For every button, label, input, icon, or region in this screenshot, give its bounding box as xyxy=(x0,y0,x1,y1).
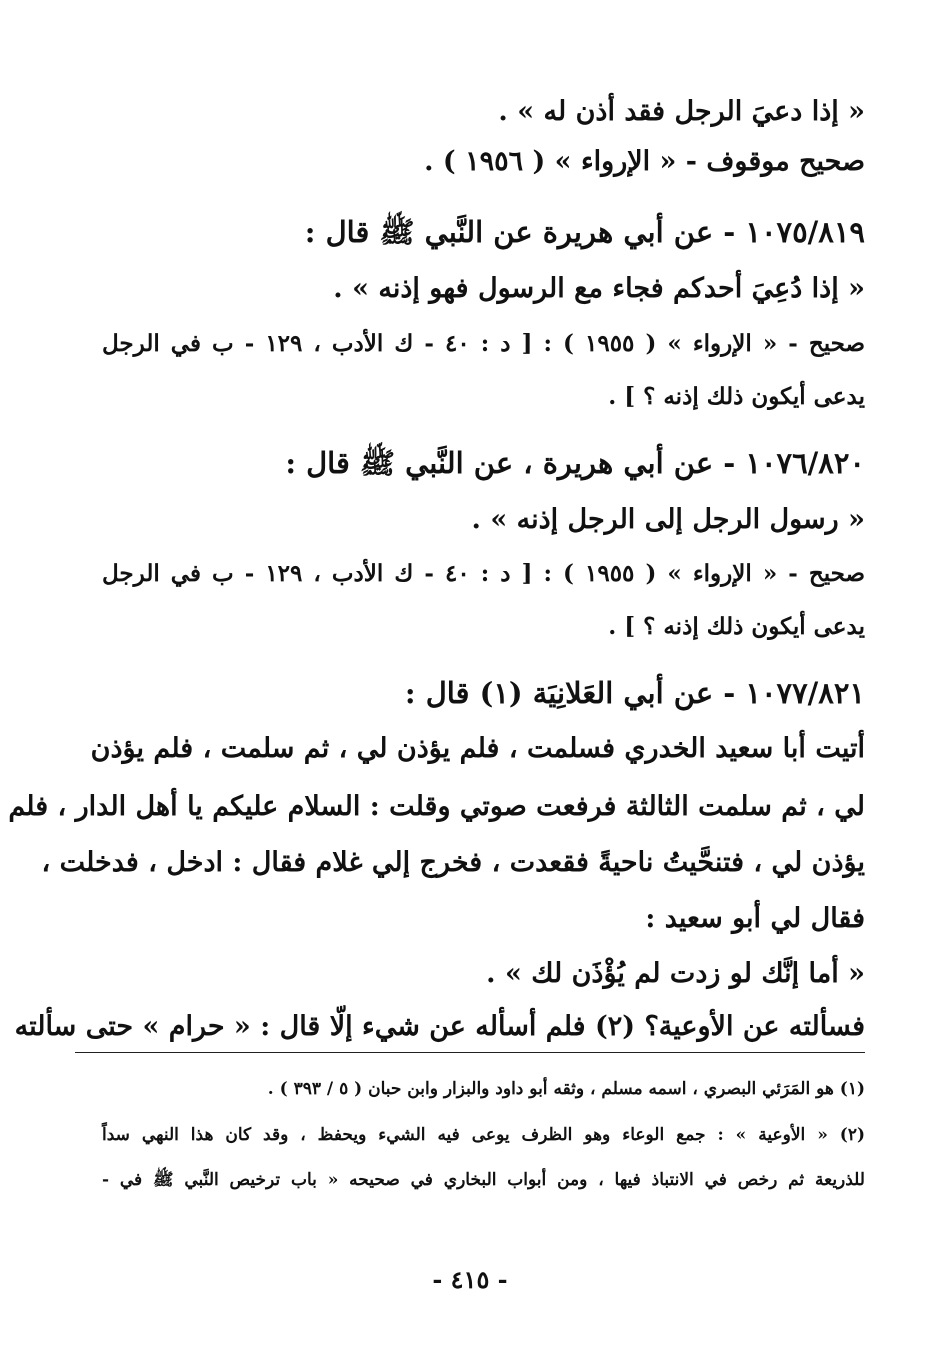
footnote-separator xyxy=(75,1052,865,1053)
hadith-heading-819: ١٠٧٥/٨١٩ - عن أبي هريرة عن النَّبي ﷺ قال : xyxy=(304,215,865,249)
grading-1: صحيح موقوف - « الإرواء » ( ١٩٥٦ ) . xyxy=(424,146,865,177)
hadith-quote-3: « رسول الرجل إلى الرجل إذنه » . xyxy=(471,504,865,535)
footnote-2: (٢) « الأوعية » : جمع الوعاء وهو الظرف يوعى فيه الشيء ويحفظ ، وقد كان هذا النهي سداً xyxy=(102,1125,865,1145)
hadith-quote-1: « إذا دعيَ الرجل فقد أذن له » . xyxy=(498,96,865,127)
narration-line-3: يؤذن لي ، فتنحَّيتُ ناحيةً فقعدت ، فخرج إلي غلام فقال : ادخل ، فدخلت ، xyxy=(41,847,865,878)
narration-line-5: فسألته عن الأوعية؟ (٢) فلم أسأله عن شيء إلّا قال : « حرام » حتى سألته xyxy=(14,1011,865,1042)
narration-line-4: فقال لي أبو سعيد : xyxy=(645,903,865,934)
grading-3: صحيح - « الإرواء » ( ١٩٥٥ ) : [ د : ٤٠ - ك الأدب ، ١٢٩ - ب في الرجل xyxy=(102,560,866,587)
grading-2-cont: يدعى أيكون ذلك إذنه ؟ ] . xyxy=(608,383,865,410)
grading-2: صحيح - « الإرواء » ( ١٩٥٥ ) : [ د : ٤٠ - ك الأدب ، ١٢٩ - ب في الرجل xyxy=(102,330,866,357)
hadith-quote-2: « إذا دُعِيَ أحدكم فجاء مع الرسول فهو إذنه » . xyxy=(333,273,865,304)
footnote-1: (١) هو المَرَئي البصري ، اسمه مسلم ، وثقه أبو داود والبزار وابن حبان ( ٥ / ٣٩٣ ) . xyxy=(267,1079,865,1099)
hadith-heading-821: ١٠٧٧/٨٢١ - عن أبي العَلانِيَة (١) قال : xyxy=(404,676,865,710)
hadith-heading-820: ١٠٧٦/٨٢٠ - عن أبي هريرة ، عن النَّبي ﷺ قال : xyxy=(285,446,865,480)
narration-line-2: لي ، ثم سلمت الثالثة فرفعت صوتي وقلت : السلام عليكم يا أهل الدار ، فلم xyxy=(8,791,865,822)
footnote-2-cont: للذريعة ثم رخص في الانتباذ فيها ، ومن أبواب البخاري في صحيحه « باب ترخيص النَّبي ﷺ في - xyxy=(102,1170,865,1190)
page-number: - ٤١٥ - xyxy=(432,1265,508,1294)
grading-3-cont: يدعى أيكون ذلك إذنه ؟ ] . xyxy=(608,613,865,640)
narration-line-1: أتيت أبا سعيد الخدري فسلمت ، فلم يؤذن لي ، ثم سلمت ، فلم يؤذن xyxy=(90,733,865,764)
hadith-quote-4: « أما إنَّك لو زدت لم يُؤْذَن لك » . xyxy=(486,958,865,989)
